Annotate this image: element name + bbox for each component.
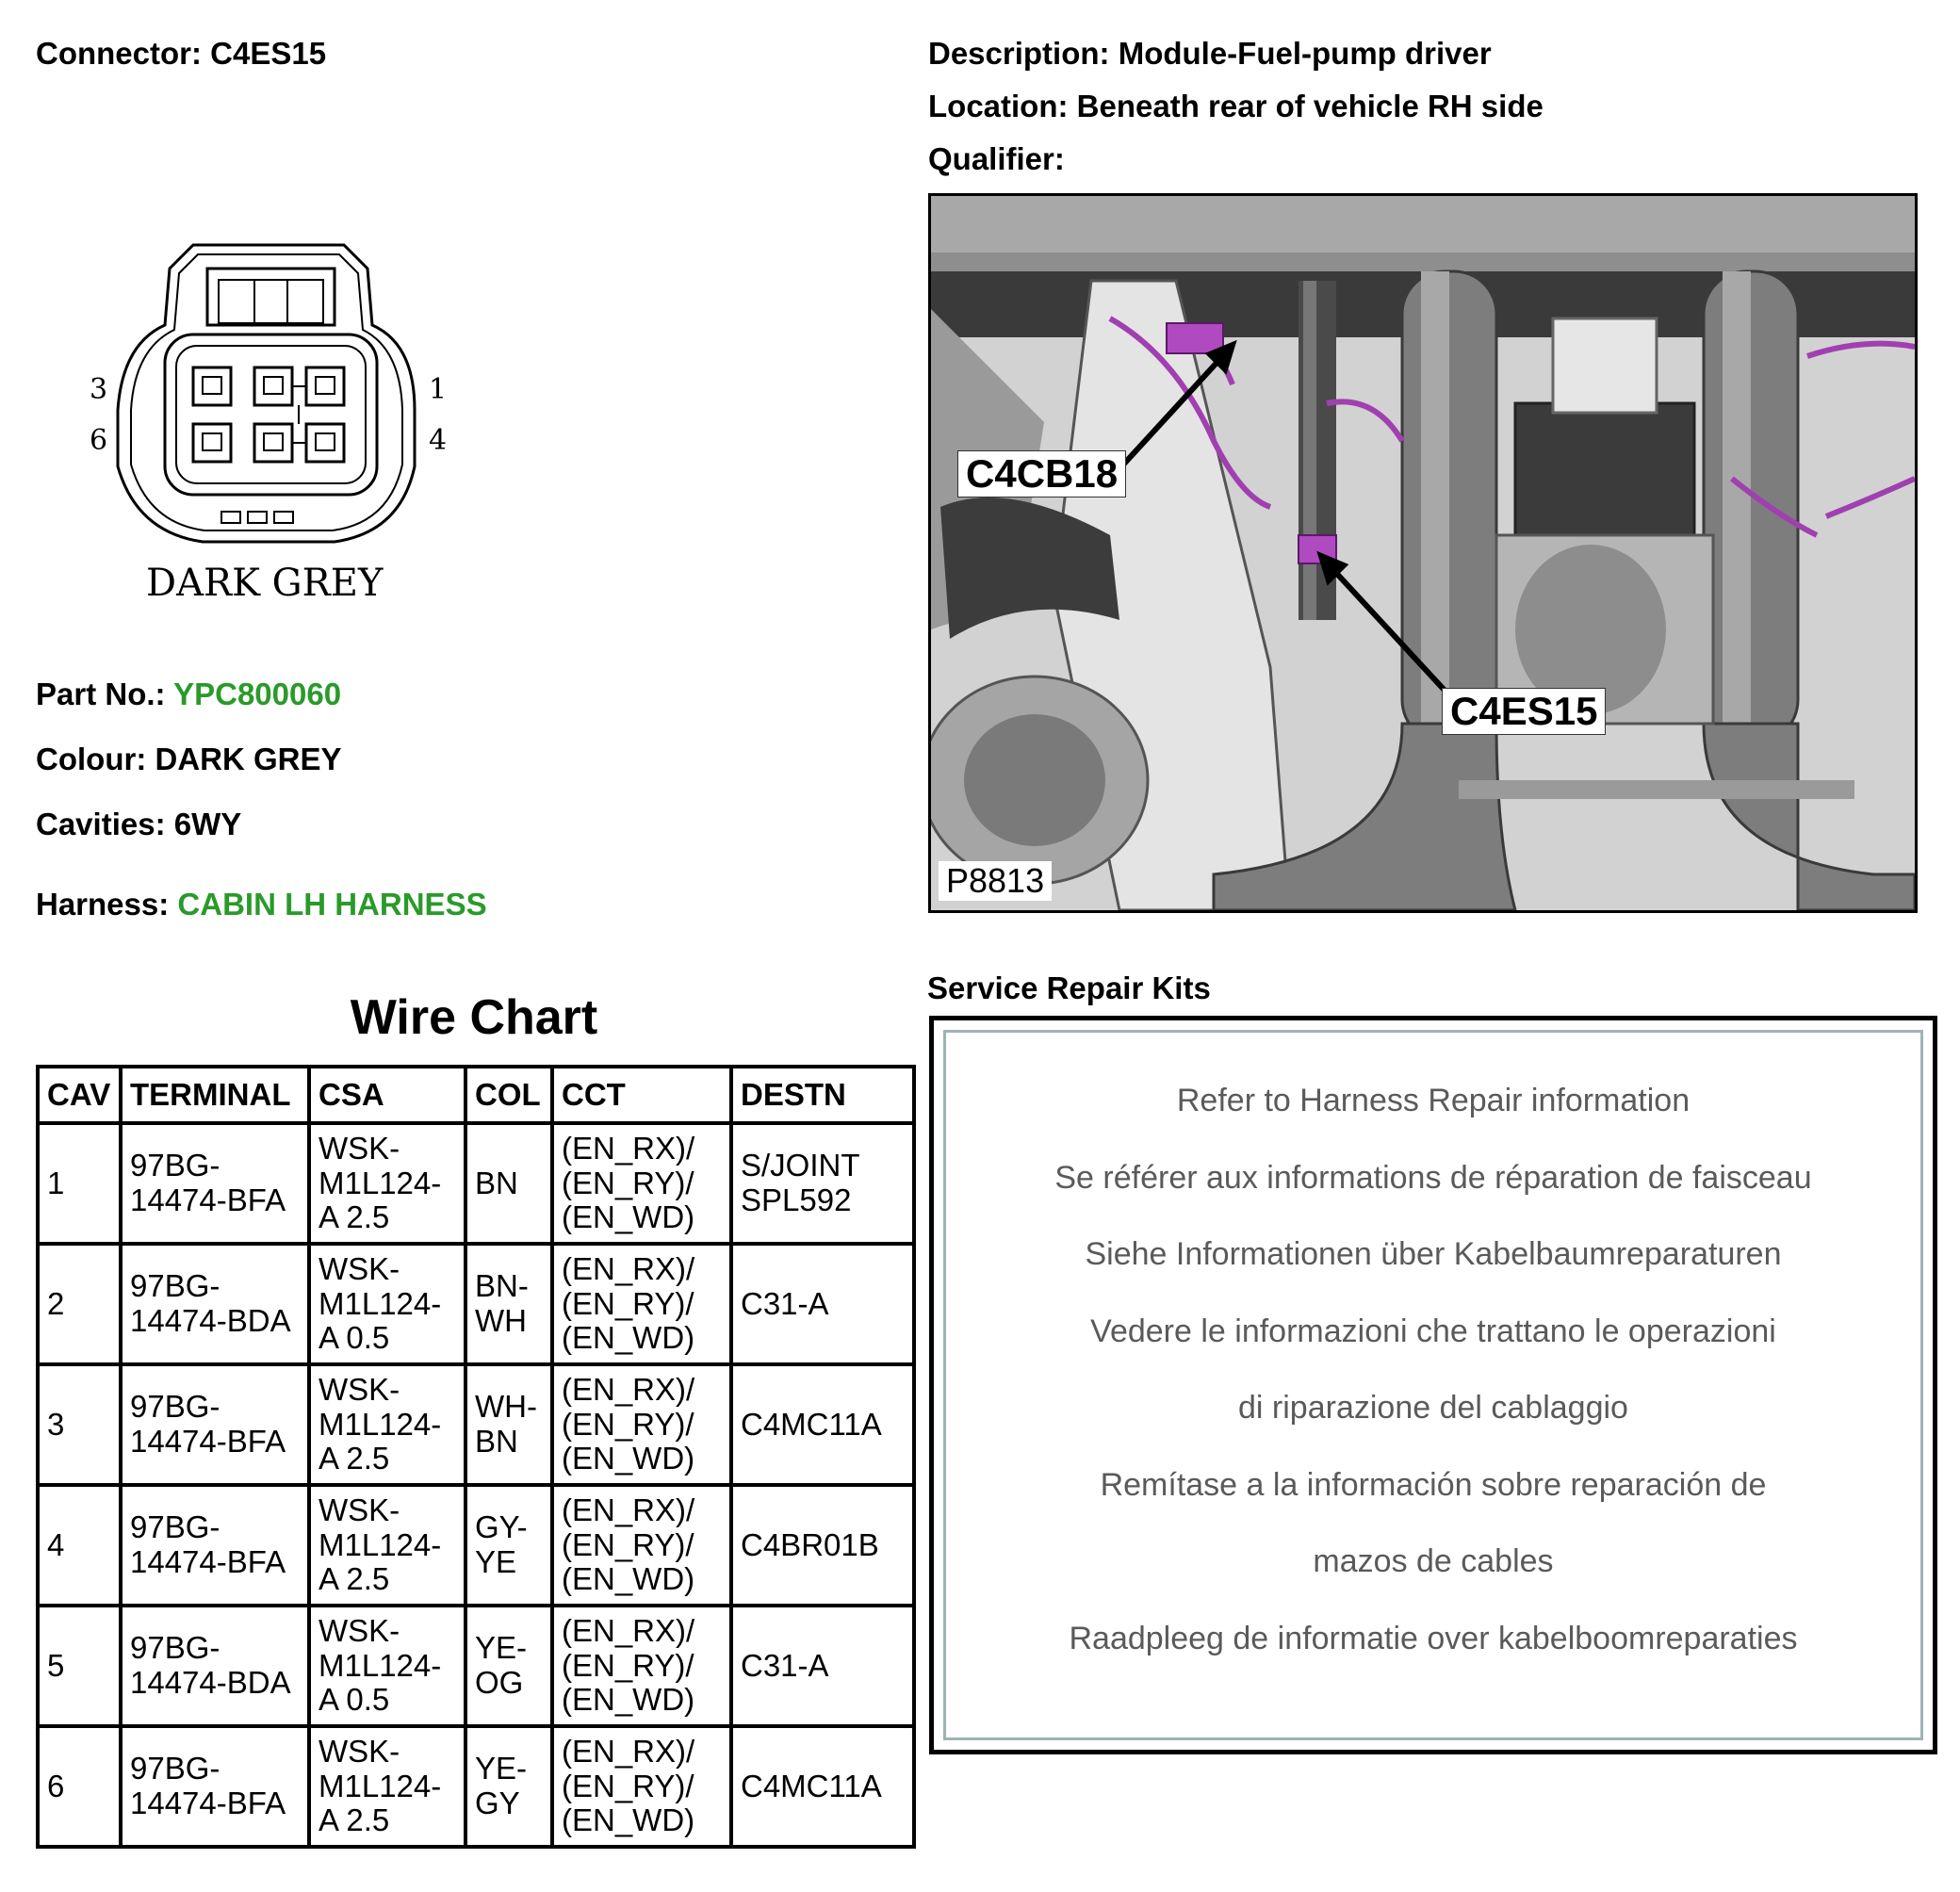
srk-line-fr: Se référer aux informations de réparation de faisceau — [1054, 1159, 1812, 1196]
cell-line: WSK- — [318, 1371, 400, 1407]
cell-line: WSK- — [318, 1250, 400, 1286]
cell-csa — [309, 1726, 466, 1847]
part-number-row — [36, 678, 341, 710]
connector-inner-shell — [131, 254, 402, 530]
connector-value: C4ES15 — [210, 36, 327, 71]
cell-line: 14474-BDA — [130, 1665, 291, 1700]
cell-line: OG — [475, 1665, 524, 1700]
cell-csa — [309, 1244, 466, 1364]
cell-destn — [731, 1364, 914, 1485]
cell-col — [466, 1123, 552, 1244]
table-row — [38, 1364, 914, 1485]
cell-line: (EN_WD) — [562, 1199, 695, 1235]
cell-line: C31-A — [741, 1285, 829, 1321]
cell-line: 97BG- — [130, 1389, 220, 1425]
cavities-label: Cavities: — [36, 807, 166, 841]
part-number-label: Part No.: — [36, 677, 166, 711]
cell-line: (EN_RX)/ — [562, 1371, 695, 1407]
cell-col — [466, 1606, 552, 1726]
cell-line: WSK- — [318, 1130, 400, 1166]
wire-chart-title: Wire Chart — [350, 990, 598, 1045]
cell-line: 14474-BDA — [130, 1303, 291, 1338]
cell-line: (EN_RX)/ — [562, 1130, 695, 1166]
cell-line: (EN_WD) — [562, 1682, 695, 1718]
cell-cav: 5 — [38, 1606, 121, 1726]
cell-line: A 2.5 — [318, 1441, 390, 1476]
cell-col — [466, 1726, 552, 1847]
cell-destn — [731, 1726, 914, 1847]
cell-line: YE- — [475, 1630, 528, 1666]
cell-line: SPL592 — [741, 1182, 852, 1217]
cell-destn — [731, 1244, 914, 1364]
cell-line: M1L124- — [318, 1165, 442, 1200]
cell-line: (EN_RX)/ — [562, 1733, 695, 1769]
cell-line: A 0.5 — [318, 1682, 390, 1718]
service-repair-kits-panel — [929, 1016, 1937, 1754]
connector-label: Connector: — [36, 36, 202, 71]
cell-line: (EN_WD) — [562, 1802, 695, 1838]
table-header-row — [38, 1067, 914, 1123]
callout-label-c4cb18: C4CB18 — [957, 450, 1126, 497]
cell-line: (EN_WD) — [562, 1441, 695, 1476]
cell-cct — [552, 1123, 731, 1244]
cell-line: S/JOINT — [741, 1148, 860, 1183]
column-header-col: COL — [466, 1067, 552, 1123]
cell-csa — [309, 1123, 466, 1244]
connector-c4cb18-marker — [1167, 323, 1223, 353]
srk-line-nl: Raadpleeg de informatie over kabelboomreparaties — [1069, 1620, 1798, 1656]
service-repair-kits-title: Service Repair Kits — [927, 970, 1211, 1005]
cell-terminal — [121, 1606, 309, 1726]
connector-cavity — [306, 367, 344, 405]
cell-line: C4MC11A — [741, 1406, 882, 1442]
description-value: Module-Fuel-pump driver — [1118, 36, 1492, 71]
cell-cav: 6 — [38, 1726, 121, 1847]
location-row — [928, 90, 1544, 122]
cell-cav: 2 — [38, 1244, 121, 1364]
cell-line: WSK- — [318, 1612, 400, 1648]
pin-number-3: 3 — [90, 373, 108, 406]
cell-line: 97BG- — [130, 1268, 220, 1304]
table-row — [38, 1123, 914, 1244]
cell-line: M1L124- — [318, 1526, 442, 1562]
cell-line: 97BG- — [130, 1148, 220, 1183]
cell-csa — [309, 1364, 466, 1485]
connector-cavity — [254, 424, 292, 462]
cell-line: BN- — [475, 1268, 529, 1304]
cell-line: 14474-BFA — [130, 1424, 286, 1459]
cell-line: (EN_RX)/ — [562, 1492, 695, 1527]
cell-col — [466, 1485, 552, 1606]
cell-line: A 2.5 — [318, 1561, 390, 1597]
cell-line: M1L124- — [318, 1285, 442, 1321]
cell-line: (EN_RX)/ — [562, 1250, 695, 1286]
colour-value: DARK GREY — [155, 742, 342, 776]
column-header-terminal: TERMINAL — [121, 1067, 309, 1123]
cell-line: C4BR01B — [741, 1526, 879, 1562]
cell-line: 14474-BFA — [130, 1786, 286, 1820]
cell-line: YE- — [475, 1751, 528, 1786]
cell-cav: 3 — [38, 1364, 121, 1485]
cell-line: WH — [475, 1303, 527, 1338]
cell-line: BN — [475, 1165, 518, 1200]
wire-chart-table — [36, 1065, 916, 1849]
cavities-row — [36, 808, 241, 840]
pin-number-4: 4 — [429, 424, 448, 457]
cell-line: A 2.5 — [318, 1199, 390, 1235]
colour-label: Colour: — [36, 742, 147, 776]
cell-line: GY- — [475, 1509, 528, 1545]
cell-col — [466, 1364, 552, 1485]
cell-line: 14474-BFA — [130, 1182, 286, 1217]
location-label: Location: — [928, 89, 1069, 123]
cell-line: M1L124- — [318, 1647, 442, 1683]
cell-line: (EN_RY)/ — [562, 1647, 694, 1683]
connector-cavity — [306, 424, 344, 462]
cell-line: (EN_RY)/ — [562, 1285, 694, 1321]
srk-line-es-2: mazos de cables — [1313, 1543, 1554, 1579]
cell-cct — [552, 1364, 731, 1485]
column-header-cav: CAV — [38, 1067, 121, 1123]
cell-col — [466, 1244, 552, 1364]
connector-cavity-frame — [165, 334, 377, 495]
cell-csa — [309, 1485, 466, 1606]
cell-line: (EN_WD) — [562, 1320, 695, 1356]
harness-link[interactable]: CABIN LH HARNESS — [177, 887, 487, 922]
cell-line: WSK- — [318, 1733, 400, 1769]
cell-terminal — [121, 1244, 309, 1364]
cell-line: A 2.5 — [318, 1802, 390, 1838]
cavities-value: 6WY — [173, 807, 242, 841]
callout-label-c4es15: C4ES15 — [1442, 688, 1606, 735]
cell-line: BN — [475, 1424, 518, 1459]
harness-label: Harness: — [36, 887, 170, 922]
table-row — [38, 1606, 914, 1726]
cell-terminal — [121, 1485, 309, 1606]
cell-line: 14474-BFA — [130, 1544, 286, 1579]
connector-face-diagram — [90, 231, 448, 608]
connector-cavity — [193, 367, 231, 405]
cell-line: (EN_RY)/ — [562, 1768, 694, 1803]
harness-row — [36, 889, 487, 920]
colour-row — [36, 743, 342, 775]
cell-line: (EN_WD) — [562, 1561, 695, 1597]
connector-cavity — [254, 367, 292, 405]
connector-location-image — [928, 193, 1918, 913]
srk-line-en: Refer to Harness Repair information — [1176, 1083, 1690, 1118]
cell-line: WH- — [475, 1389, 537, 1425]
cell-line: C4MC11A — [741, 1768, 882, 1803]
cell-line: 97BG- — [130, 1630, 220, 1666]
cell-line: C31-A — [741, 1647, 829, 1683]
cell-line: GY — [475, 1786, 520, 1820]
cell-cct — [552, 1244, 731, 1364]
cell-cct — [552, 1726, 731, 1847]
cell-line: YE — [475, 1544, 517, 1579]
cell-destn — [731, 1123, 914, 1244]
cell-terminal — [121, 1726, 309, 1847]
connector-heading — [36, 38, 326, 69]
srk-line-it-1: Vedere le informazioni che trattano le operazioni — [1090, 1313, 1776, 1349]
part-number-link[interactable]: YPC800060 — [173, 677, 342, 711]
description-label: Description: — [928, 36, 1110, 71]
cell-line: A 0.5 — [318, 1320, 390, 1356]
image-reference-number: P8813 — [939, 861, 1052, 901]
cell-destn — [731, 1606, 914, 1726]
cell-terminal — [121, 1364, 309, 1485]
cell-line: 97BG- — [130, 1751, 220, 1786]
column-header-csa: CSA — [309, 1067, 466, 1123]
location-value: Beneath rear of vehicle RH side — [1076, 89, 1544, 123]
srk-line-de: Siehe Informationen über Kabelbaumreparaturen — [1085, 1236, 1782, 1272]
cell-line: WSK- — [318, 1492, 400, 1527]
cell-csa — [309, 1606, 466, 1726]
cell-line: (EN_RY)/ — [562, 1526, 694, 1562]
vehicle-underbody-illustration — [931, 196, 1915, 910]
cell-destn — [731, 1485, 914, 1606]
cell-terminal — [121, 1123, 309, 1244]
qualifier-label: Qualifier: — [928, 141, 1065, 176]
cell-cav: 1 — [38, 1123, 121, 1244]
connector-cavity — [193, 424, 231, 462]
cell-line: 97BG- — [130, 1509, 220, 1545]
connector-colour-caption: DARK GREY — [146, 562, 384, 605]
cell-line: (EN_RY)/ — [562, 1165, 694, 1200]
connector-latch — [207, 269, 335, 325]
cell-cav: 4 — [38, 1485, 121, 1606]
srk-line-it-2: di riparazione del cablaggio — [1238, 1390, 1628, 1426]
description-row — [928, 38, 1492, 69]
cell-line: (EN_RY)/ — [562, 1406, 694, 1442]
table-row — [38, 1726, 914, 1847]
column-header-cct: CCT — [552, 1067, 731, 1123]
pin-number-6: 6 — [90, 424, 108, 457]
cell-line: M1L124- — [318, 1406, 442, 1442]
srk-line-es-1: Remítase a la información sobre reparación de — [1100, 1466, 1767, 1503]
column-header-destn: DESTN — [731, 1067, 914, 1123]
table-row — [38, 1244, 914, 1364]
pin-number-1: 1 — [429, 373, 448, 406]
qualifier-row — [928, 143, 1065, 174]
cell-line: M1L124- — [318, 1768, 442, 1803]
cell-line: (EN_RX)/ — [562, 1612, 695, 1648]
table-row — [38, 1485, 914, 1606]
cell-cct — [552, 1606, 731, 1726]
cell-cct — [552, 1485, 731, 1606]
